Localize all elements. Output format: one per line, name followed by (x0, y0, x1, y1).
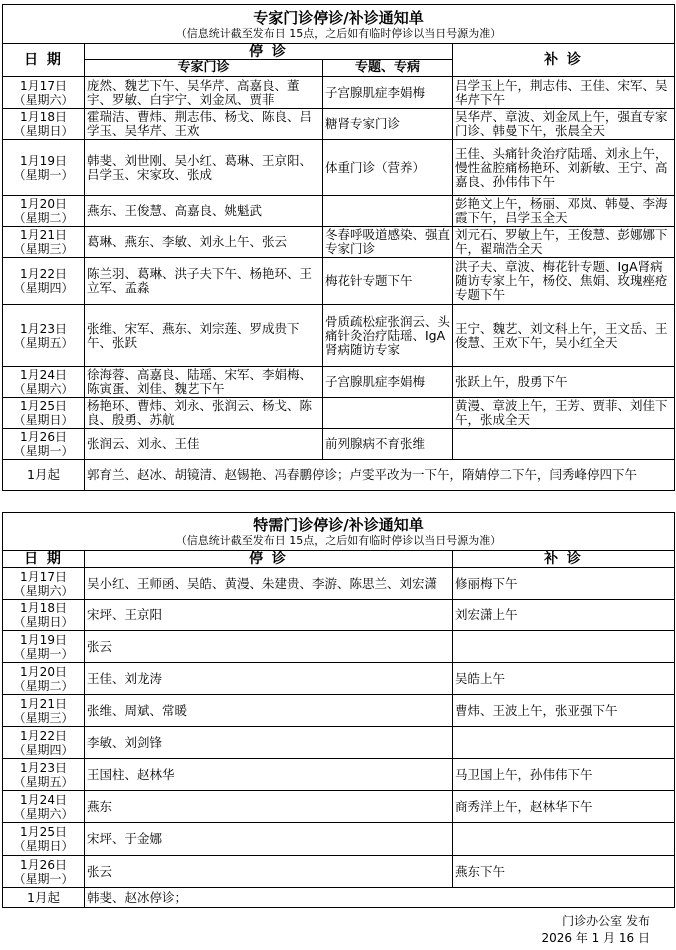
notice-subtitle: （信息统计截至发布日 15点，之后如有临时停诊以当日号源为准） (175, 534, 502, 547)
special-cell: 子宫腺肌症李娟梅 (323, 77, 453, 109)
table-row (3, 77, 675, 109)
special-cell: 冬春呼吸道感染、强直专家门诊 (323, 227, 453, 258)
makeup-cell: 曹炜、王波上午，张亚强下午 (453, 695, 675, 727)
special-cell: 骨质疏松症张润云、头痛针灸治疗陆瑶、IgA肾病随访专家 (323, 305, 453, 367)
expert-cell: 庞然、魏艺下午、吴华芹、高嘉良、董宇、罗敏、白宇宁、刘金凤、贾菲 (85, 77, 323, 109)
table-row (3, 227, 675, 258)
date-text: 1月22日 (20, 728, 67, 743)
special-cell: 梅花针专题下午 (323, 258, 453, 305)
makeup-cell: 张跃上午，殷勇下午 (453, 367, 675, 398)
table-row (3, 727, 675, 759)
special-cell: 前列腺病不育张维 (323, 429, 453, 460)
notice-title-cell (3, 513, 675, 551)
special-cell: 体重门诊（营养） (323, 140, 453, 196)
stop-cell: 王国柱、赵林华 (85, 759, 453, 791)
date-text: 1月18日 (20, 110, 67, 124)
date-text: 1月25日 (20, 399, 67, 413)
date-text: 1月17日 (20, 78, 67, 93)
expert-cell: 杨艳环、曹炜、刘永、张润云、杨戈、陈良、殷勇、苏航 (85, 398, 323, 429)
weekday-text: （星期一） (13, 871, 74, 886)
expert-clinic-notice-table (2, 4, 675, 491)
expert-cell: 陈兰羽、葛琳、洪子夫下午、杨艳环、王立军、孟淼 (85, 258, 323, 305)
table-row (3, 568, 675, 600)
table-row (3, 856, 675, 888)
stop-cell: 吴小红、王师函、吴皓、黄漫、朱建贵、李游、陈思兰、刘宏潇 (85, 568, 453, 600)
date-cell (3, 109, 85, 140)
makeup-cell: 燕东下午 (453, 856, 675, 888)
date-text: 1月18日 (20, 601, 67, 615)
table-row (3, 367, 675, 398)
makeup-cell: 吴皓上午 (453, 663, 675, 695)
from-text: 郭育兰、赵冰、胡镜清、赵锡艳、冯春鹏停诊；卢雯平改为一下午，隋婧停二下午，闫秀峰停四下午 (85, 460, 675, 491)
date-cell (3, 258, 85, 305)
stop-cell: 宋坪、于金娜 (85, 823, 453, 856)
date-cell (3, 140, 85, 196)
date-text: 1月19日 (20, 632, 67, 647)
from-row (3, 460, 675, 491)
weekday-text: （星期日） (13, 839, 74, 853)
special-header: 专题、专病 (323, 60, 453, 77)
notice-title: 专家门诊停诊/补诊通知单 (253, 8, 424, 27)
table-row (3, 305, 675, 367)
expert-cell: 霍瑞洁、曹炜、荆志伟、杨戈、陈良、吕学玉、吴华芹、王欢 (85, 109, 323, 140)
weekday-text: （星期六） (13, 92, 74, 107)
date-text: 1月23日 (20, 321, 67, 336)
date-cell (3, 759, 85, 791)
date-text: 1月20日 (20, 197, 67, 211)
makeup-cell (453, 429, 675, 460)
date-cell (3, 367, 85, 398)
date-cell (3, 227, 85, 258)
table-row (3, 759, 675, 791)
weekday-text: （星期一） (13, 646, 74, 661)
table-row (3, 631, 675, 663)
weekday-text: （星期二） (13, 678, 74, 693)
date-cell (3, 631, 85, 663)
date-cell (3, 196, 85, 227)
weekday-text: （星期四） (13, 742, 74, 757)
weekday-text: （星期日） (13, 615, 74, 629)
weekday-text: （星期五） (13, 335, 74, 350)
weekday-text: （星期一） (13, 444, 74, 458)
table-row (3, 140, 675, 196)
stop-cell: 张维、周斌、常暖 (85, 695, 453, 727)
weekday-text: （星期四） (13, 281, 74, 295)
issue-date: 2026 年 1 月 16 日 (541, 931, 650, 945)
date-text: 1月26日 (20, 857, 67, 872)
weekday-text: （星期六） (13, 583, 74, 598)
weekday-text: （星期三） (13, 710, 74, 725)
makeup-cell: 商秀洋上午，赵林华下午 (453, 791, 675, 823)
makeup-cell: 王佳、头痛针灸治疗陆瑶、刘永上午，慢性盆腔痛杨艳环、刘新敏、王宁、高嘉良、孙伟伟下午 (453, 140, 675, 196)
stop-cell: 王佳、刘龙涛 (85, 663, 453, 695)
weekday-text: （星期日） (13, 124, 74, 138)
date-cell (3, 663, 85, 695)
makeup-cell (453, 631, 675, 663)
makeup-cell: 洪子夫、章波、梅花针专题、IgA肾病随访专家上午，杨佼、焦娟、玫瑰痤疮专题下午 (453, 258, 675, 305)
stop-cell: 李敏、刘剑锋 (85, 727, 453, 759)
makeup-cell: 王宁、魏艺、刘文科上午，王文岳、王俊慧、王欢下午，吴小红全天 (453, 305, 675, 367)
date-text: 1月20日 (20, 664, 67, 679)
stop-header: 停 诊 (85, 44, 453, 60)
date-cell (3, 600, 85, 631)
makeup-cell: 吕学玉上午，荆志伟、王佳、宋军、吴华芹下午 (453, 77, 675, 109)
expert-cell: 韩斐、刘世刚、吴小红、葛琳、王京阳、吕学玉、宋家玫、张成 (85, 140, 323, 196)
date-cell (3, 695, 85, 727)
from-label: 1月起 (3, 888, 85, 908)
date-header: 日 期 (3, 551, 85, 568)
date-cell (3, 77, 85, 109)
special-cell (323, 196, 453, 227)
date-cell (3, 398, 85, 429)
makeup-cell (453, 727, 675, 759)
makeup-cell (453, 823, 675, 856)
makeup-cell: 吴华芹、章波、刘金凤上午，强直专家门诊、韩曼下午，张晨全天 (453, 109, 675, 140)
table-row (3, 663, 675, 695)
date-text: 1月23日 (20, 760, 67, 775)
notice-title: 特需门诊停诊/补诊通知单 (253, 516, 424, 534)
makeup-cell: 修丽梅下午 (453, 568, 675, 600)
makeup-cell: 刘宏潇上午 (453, 600, 675, 631)
makeup-cell: 彭艳文上午，杨丽、邓岚、韩曼、李海霞下午，吕学玉全天 (453, 196, 675, 227)
date-text: 1月17日 (20, 569, 67, 584)
expert-header: 专家门诊 (85, 60, 323, 77)
stop-cell: 张云 (85, 631, 453, 663)
date-text: 1月24日 (20, 368, 67, 382)
table-row (3, 600, 675, 631)
expert-cell: 燕东、王俊慧、高嘉良、姚魁武 (85, 196, 323, 227)
weekday-text: （星期六） (13, 806, 74, 821)
weekday-text: （星期三） (13, 242, 74, 256)
table-row (3, 823, 675, 856)
makeup-cell: 刘元石、罗敏上午，王俊慧、彭娜娜下午，翟瑞浩全天 (453, 227, 675, 258)
expert-cell: 葛琳、燕东、李敏、刘永上午、张云 (85, 227, 323, 258)
table-row (3, 258, 675, 305)
special-cell: 子宫腺肌症李娟梅 (323, 367, 453, 398)
table-row (3, 791, 675, 823)
date-text: 1月26日 (20, 430, 67, 444)
weekday-text: （星期五） (13, 774, 74, 789)
date-text: 1月21日 (20, 696, 67, 711)
weekday-text: （星期一） (13, 167, 74, 182)
from-label: 1月起 (3, 460, 85, 491)
makeup-cell: 马卫国上午，孙伟伟下午 (453, 759, 675, 791)
weekday-text: （星期六） (13, 382, 74, 396)
expert-cell: 徐海蓉、高嘉良、陆瑶、宋军、李娟梅、陈寅蛋、刘佳、魏艺下午 (85, 367, 323, 398)
stop-cell: 张云 (85, 856, 453, 888)
makeup-cell: 黄漫、章波上午，王芳、贾菲、刘佳下午，张成全天 (453, 398, 675, 429)
date-text: 1月19日 (20, 153, 67, 168)
makeup-header: 补 诊 (453, 44, 675, 77)
table-row (3, 109, 675, 140)
date-cell (3, 856, 85, 888)
issuer-line: 门诊办公室 发布 (562, 914, 650, 928)
date-cell (3, 727, 85, 759)
table-row (3, 695, 675, 727)
stop-cell: 燕东 (85, 791, 453, 823)
expert-cell: 张维、宋军、燕东、刘宗莲、罗成贵下午、张跃 (85, 305, 323, 367)
table-row (3, 429, 675, 460)
date-cell (3, 429, 85, 460)
stop-cell: 宋坪、王京阳 (85, 600, 453, 631)
date-text: 1月24日 (20, 792, 67, 807)
date-text: 1月21日 (20, 228, 67, 242)
from-row (3, 888, 675, 908)
date-cell (3, 791, 85, 823)
date-cell (3, 305, 85, 367)
special-cell (323, 398, 453, 429)
special-needs-notice-table (2, 512, 675, 908)
special-cell: 糖肾专家门诊 (323, 109, 453, 140)
table-row (3, 196, 675, 227)
notice-title-cell (3, 5, 675, 44)
date-text: 1月22日 (20, 267, 67, 281)
from-text: 韩斐、赵冰停诊； (85, 888, 675, 908)
notice-subtitle: （信息统计截至发布日 15点，之后如有临时停诊以当日号源为准） (175, 26, 502, 40)
date-text: 1月25日 (20, 825, 67, 839)
makeup-header: 补 诊 (453, 551, 675, 568)
stop-header: 停 诊 (85, 551, 453, 568)
date-header: 日 期 (3, 44, 85, 77)
table-row (3, 398, 675, 429)
date-cell (3, 823, 85, 856)
date-cell (3, 568, 85, 600)
weekday-text: （星期二） (13, 211, 74, 225)
weekday-text: （星期日） (13, 413, 74, 427)
expert-cell: 张润云、刘永、王佳 (85, 429, 323, 460)
